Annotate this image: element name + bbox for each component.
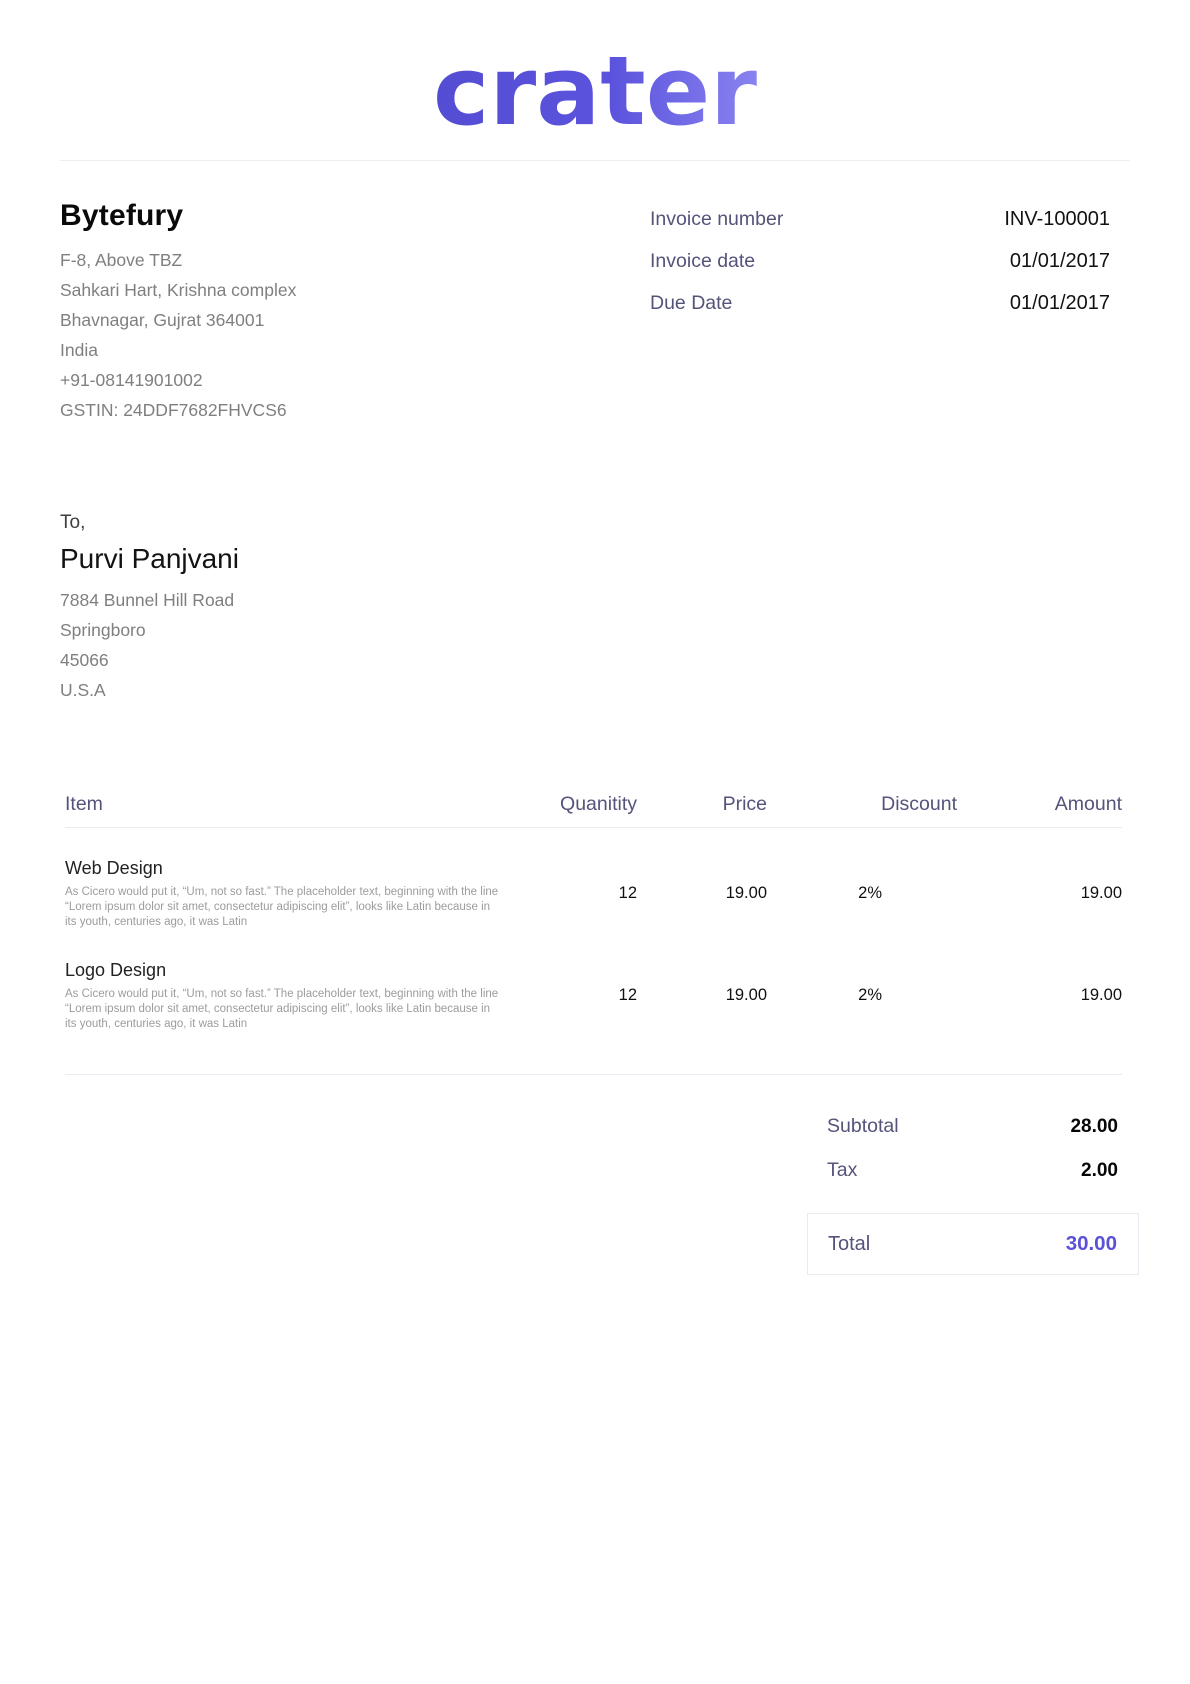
column-header-item: Item [65, 793, 103, 815]
item-description: As Cicero would put it, “Um, not so fast.” The placeholder text, beginning with the line “Lorem ipsum dolor sit amet, consectetur adipiscing elit”, looks like Latin because in its youth, centuries ago, it was Latin [65, 988, 499, 1030]
item-price: 19.00 [725, 985, 767, 1004]
invoice-meta [650, 205, 1110, 425]
seller-block [60, 199, 296, 425]
bill-to-prefix: To, [60, 512, 86, 533]
invoice-info-section [60, 199, 1130, 425]
invoice-date-row [650, 247, 1110, 276]
invoice-number-value: INV-100001 [1004, 208, 1110, 230]
item-amount: 19.00 [1080, 985, 1122, 1004]
tax-row [807, 1159, 1139, 1203]
total-label: Total [828, 1232, 871, 1255]
items-table [65, 793, 1122, 1032]
item-discount: 2% [858, 985, 882, 1004]
header-divider [60, 160, 1130, 161]
item-cell [65, 958, 507, 1032]
table-row [65, 828, 1122, 930]
client-address-line: U.S.A [60, 680, 106, 700]
seller-address-line: Bhavnagar, Gujrat 364001 [60, 310, 265, 330]
client-address-line: 45066 [60, 650, 109, 670]
total-box [807, 1213, 1139, 1275]
subtotal-value: 28.00 [1070, 1116, 1118, 1137]
column-header-discount: Discount [881, 793, 957, 815]
invoice-date-label: Invoice date [650, 250, 756, 272]
seller-address-line: India [60, 340, 98, 360]
column-header-price: Price [722, 793, 767, 815]
totals-divider [65, 1074, 1122, 1075]
client-address-line: 7884 Bunnel Hill Road [60, 590, 235, 610]
item-price: 19.00 [725, 883, 767, 902]
seller-address-line: F-8, Above TBZ [60, 250, 183, 270]
item-amount: 19.00 [1080, 883, 1122, 902]
bill-to-section [60, 511, 1130, 705]
item-discount: 2% [858, 883, 882, 902]
subtotal-label: Subtotal [827, 1115, 899, 1137]
client-address-line: Springboro [60, 620, 146, 640]
item-title: Logo Design [65, 960, 167, 980]
invoice-number-row [650, 205, 1110, 234]
client-name: Purvi Panjvani [60, 543, 239, 574]
invoice-number-label: Invoice number [650, 208, 784, 230]
item-title: Web Design [65, 858, 163, 878]
crater-logo: crater [433, 37, 757, 147]
logo-header [60, 36, 1130, 160]
tax-label: Tax [827, 1159, 858, 1181]
totals-section [807, 1115, 1139, 1275]
total-value: 30.00 [1065, 1232, 1117, 1255]
seller-address-line: Sahkari Hart, Krishna complex [60, 280, 297, 300]
subtotal-row [807, 1115, 1139, 1159]
table-row [65, 930, 1122, 1032]
item-quantity: 12 [618, 883, 637, 902]
due-date-row [650, 289, 1110, 318]
seller-address [60, 245, 296, 425]
items-table-header [65, 793, 1122, 816]
client-address [60, 585, 1130, 705]
column-header-quantity: Quanitity [560, 793, 637, 815]
item-description: As Cicero would put it, “Um, not so fast.” The placeholder text, beginning with the line “Lorem ipsum dolor sit amet, consectetur adipiscing elit”, looks like Latin because in its youth, centuries ago, it was Latin [65, 886, 499, 928]
due-date-label: Due Date [650, 292, 733, 314]
item-quantity: 12 [618, 985, 637, 1004]
due-date-value: 01/01/2017 [1009, 292, 1110, 314]
tax-value: 2.00 [1081, 1160, 1118, 1181]
seller-gstin: GSTIN: 24DDF7682FHVCS6 [60, 400, 287, 420]
invoice-date-value: 01/01/2017 [1009, 250, 1110, 272]
column-header-amount: Amount [1054, 793, 1122, 815]
item-cell [65, 856, 507, 930]
seller-name: Bytefury [60, 199, 184, 232]
seller-phone: +91-08141901002 [60, 370, 203, 390]
